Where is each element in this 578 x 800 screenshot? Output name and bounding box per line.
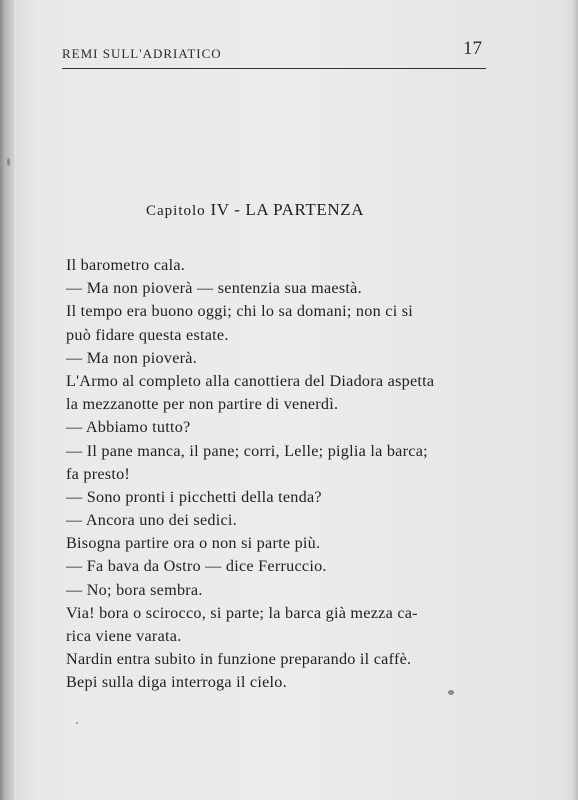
page-binding-edge xyxy=(0,0,14,800)
text-line: la mezzanotte per non partire di venerdì. xyxy=(66,395,339,414)
page-right-edge xyxy=(572,0,578,800)
text-line: Bisogna partire ora o non si parte più. xyxy=(66,534,321,553)
text-line: Il barometro cala. xyxy=(66,256,186,274)
text-line: — Sono pronti i picchetti della tenda? xyxy=(66,487,322,506)
text-line: Bepi sulla diga interroga il cielo. xyxy=(66,673,287,692)
paper-speck xyxy=(7,158,10,166)
text-line: — No; bora sembra. xyxy=(66,580,203,599)
text-line: — Ancora uno dei sedici. xyxy=(66,511,237,530)
text-line: Il tempo era buono oggi; chi lo sa domani; non ci si xyxy=(66,302,414,321)
text-line: — Ma non pioverà. xyxy=(66,348,198,367)
running-title: REMI SULL'ADRIATICO xyxy=(62,46,222,61)
paper-speck xyxy=(76,722,78,724)
chapter-number: IV xyxy=(210,200,230,219)
text-line: L'Armo al completo alla canottiera del Diadora aspetta xyxy=(66,371,435,390)
text-line: — Ma non pioverà — sentenzia sua maestà. xyxy=(66,279,362,298)
text-line: rica viene varata. xyxy=(66,627,182,645)
paper-speck xyxy=(448,690,454,695)
body-text xyxy=(66,254,496,695)
chapter-name: LA PARTENZA xyxy=(245,200,365,219)
page-number: 17 xyxy=(463,38,482,59)
text-line: Nardin entra subito in funzione preparando il caffè. xyxy=(66,650,412,669)
text-line: — Il pane manca, il pane; corri, Lelle; piglia la barca; xyxy=(66,441,428,460)
chapter-separator: - xyxy=(234,200,241,219)
text-line: — Abbiamo tutto? xyxy=(66,418,191,437)
text-line: — Fa bava da Ostro — dice Ferruccio. xyxy=(66,557,327,576)
page-header xyxy=(62,38,486,69)
text-line: può fidare questa estate. xyxy=(66,325,229,344)
text-line: fa presto! xyxy=(66,464,131,483)
chapter-title xyxy=(146,200,364,220)
text-line: Via! bora o scirocco, si parte; la barca già mezza ca- xyxy=(66,603,418,622)
chapter-label: Capitolo xyxy=(146,203,206,219)
